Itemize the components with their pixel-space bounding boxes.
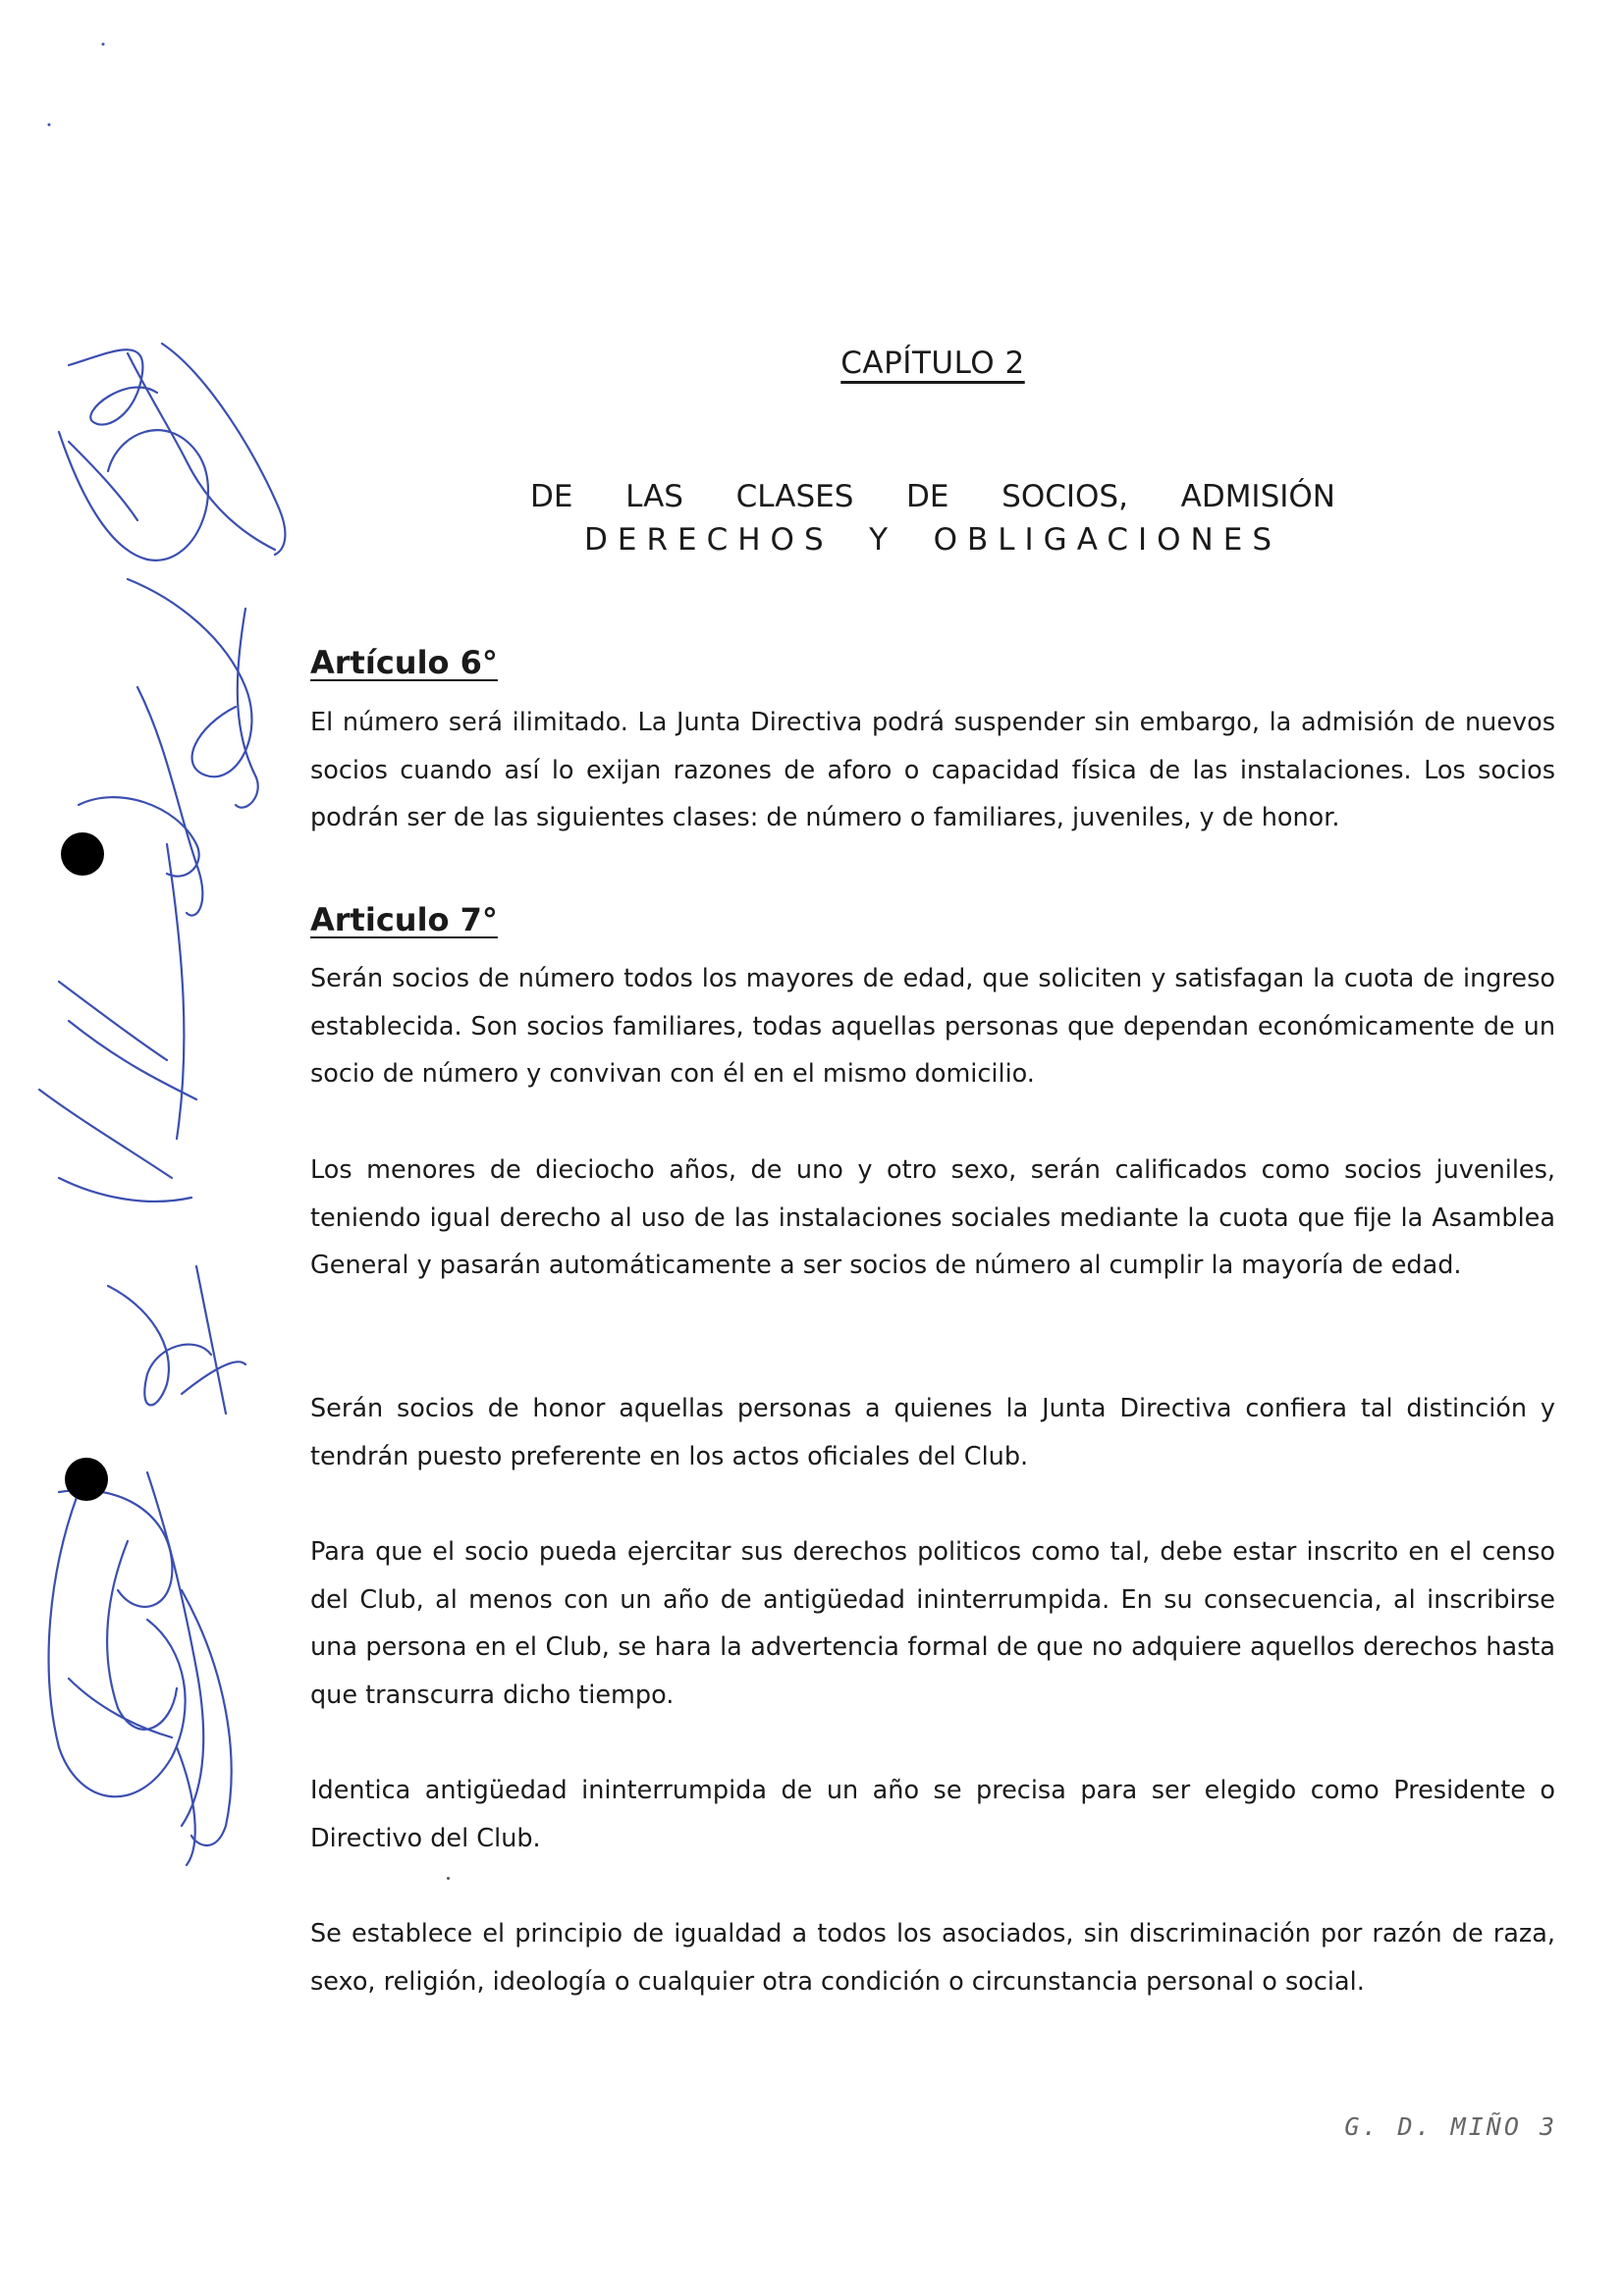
article-7-paragraph-6: Se establece el principio de igualdad a todos los asociados, sin discriminación por razón de raza, sexo, religión, ideología o cualquier otra condición o circunstancia personal o social. xyxy=(310,1919,1555,1997)
article-7-paragraph-3: Serán socios de honor aquellas personas a quienes la Junta Directiva confiera tal distinción y tendrán puesto preferente en los actos oficiales del Club. xyxy=(310,1394,1555,1471)
article-6-title: Artículo 6° xyxy=(310,644,498,681)
section-heading-line-2: DERECHOS Y OBLIGACIONES xyxy=(584,522,1281,558)
punch-hole-bottom xyxy=(65,1458,108,1501)
punch-hole-top xyxy=(61,832,104,876)
margin-signatures xyxy=(0,0,314,2296)
article-7-paragraph-5: Identica antigüedad ininterrumpida de un año se precisa para ser elegido como Presidente o Directivo del Club. xyxy=(310,1776,1555,1853)
chapter-title: CAPÍTULO 2 xyxy=(840,346,1025,381)
stray-mark xyxy=(447,1877,450,1880)
section-heading-line-1: DE LAS CLASES DE SOCIOS, ADMISIÓN xyxy=(530,479,1335,514)
article-7-paragraph-2: Los menores de dieciocho años, de uno y otro sexo, serán calificados como socios juveniles, teniendo igual derecho al uso de las instalaciones sociales mediante la cuota que fije la Asamblea General y pasarán automáticamente a ser socios de número al cumplir la mayoría de edad. xyxy=(310,1155,1555,1280)
article-7-title: Articulo 7° xyxy=(310,901,498,938)
article-6-paragraph-1: El número será ilimitado. La Junta Directiva podrá suspender sin embargo, la admisión de nuevos socios cuando así lo exijan razones de aforo o capacidad física de las instalaciones. Los socios podrán ser de las siguientes clases: de número o familiares, juveniles, y de honor. xyxy=(310,708,1555,832)
page-footer: G. D. MIÑO 3 xyxy=(1344,2112,1557,2141)
article-7-paragraph-1: Serán socios de número todos los mayores de edad, que soliciten y satisfagan la cuota de ingreso establecida. Son socios familiares, todas aquellas personas que dependan económicamente de un socio de número y convivan con él en el mismo domicilio. xyxy=(310,964,1555,1089)
article-7-paragraph-4: Para que el socio pueda ejercitar sus derechos politicos como tal, debe estar inscrito en el censo del Club, al menos con un año de antigüedad ininterrumpida. En su consecuencia, al inscribirse una persona en el Club, se hara la advertencia formal de que no adquiere aquellos derechos hasta que transcurra dicho tiempo. xyxy=(310,1537,1555,1710)
